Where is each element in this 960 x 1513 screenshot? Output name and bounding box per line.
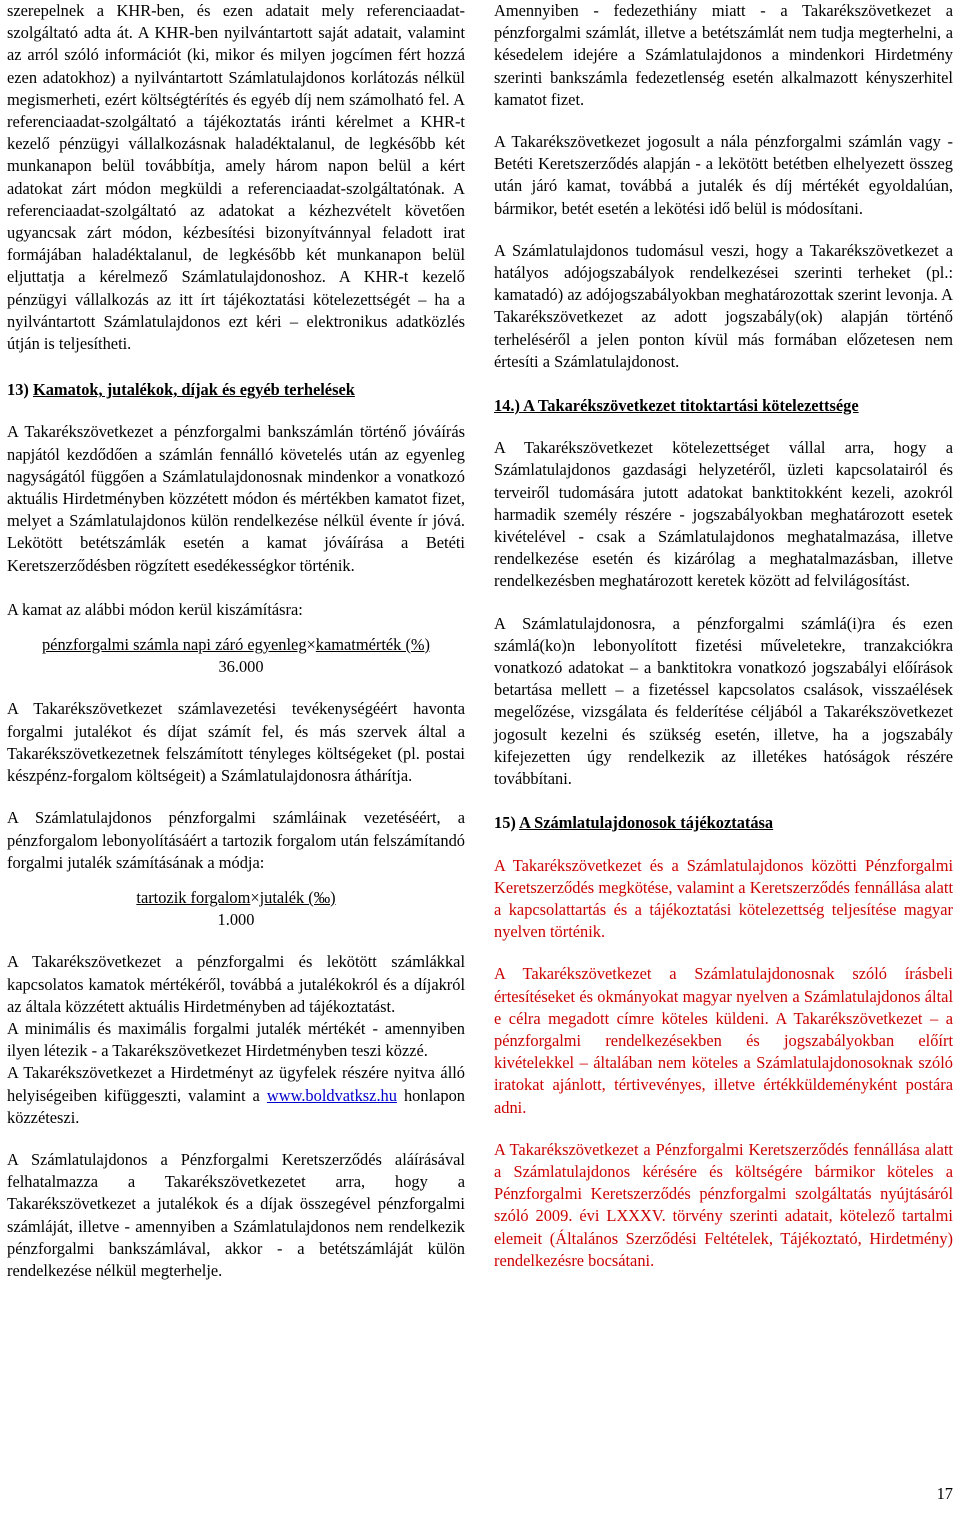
commission-formula-numerator: tartozik forgalom×jutalék (‰) — [136, 887, 336, 907]
tax-paragraph: A Számlatulajdonos tudomásul veszi, hogy a Takarékszövetkezet a hatályos adójogszabályok rendelkezései szerinti terheket (pl.: kamatadó) az adójogszabályokban meghatározottak szerint levonja. A Takarékszövetkezet az adott jogszabály(ok) alapján történő terheléséről a jelen ponton kívül más formában előzetesen nem értesíti a Számlatulajdonost. — [494, 240, 953, 371]
min-max-paragraph: A minimális és maximális forgalmi jutalék mértékét - amennyiben ilyen létezik - a Takarékszövetkezet Hirdetményben teszi közzé. — [7, 1018, 465, 1061]
interest-formula — [7, 634, 465, 678]
fraud-prevention-paragraph: A Számlatulajdonosra, a pénzforgalmi számlá(i)ra és ezen számlá(ko)n lebonyolított fizetési műveletekre, tranzakciókra vonatkozó adatokat – a banktitokra vonatkozó jogszabályi előírások betartása mellett – a fizetéssel kapcsolatos csalások, visszaélések megelőzése, vizsgálata és felderítése céljából a Takarékszövetkezet jogosult kezelni és szükség esetén, illetve, ha a jogszabály kifejezetten úgy rendelkezik az illetékes hatóságok részére továbbítani. — [494, 613, 953, 789]
section-13-title: Kamatok, jutalékok, díjak és egyéb terhelések — [32, 380, 355, 400]
secrecy-paragraph: A Takarékszövetkezet kötelezettséget vállal arra, hogy a Számlatulajdonos gazdasági helyzetéről, üzleti kapcsolatairól és terveiről tudomására jutott adatokat banktitokként kezeli, azokról harmadik személy részére - jogszabályokban meghatározott esetek kivételével - csak a Számlatulajdonos meghatalmazása, illetve rendelkezése esetén és kizárólag a meghatalmazásban, illetve rendelkezésben meghatározott keretek között ad felvilágosítást. — [494, 438, 953, 591]
overdraft-paragraph: Amennyiben - fedezethiány miatt - a Takarékszövetkezet a pénzforgalmi számlát, illetve a betétszámlát nem tudja megterhelni, a késedelem idejére a Számlatulajdonos a mindenkori Hirdetmény szerinti bankszámla fedezetlenség esetén alkalmazott kényszerhitel kamatot fizet. — [494, 1, 953, 109]
announcement-paragraph: A Takarékszövetkezet a Hirdetményt az ügyfelek részére nyitva álló helyiségeiben kifüggeszti, valamint a www.boldvatksz.hu honlapon közzéteszi. — [7, 1063, 465, 1127]
section-14-heading — [494, 395, 953, 417]
interest-calc-intro: A kamat az alábbi módon kerül kiszámításra: — [7, 599, 303, 619]
khr-paragraph: szerepelnek a KHR-ben, és ezen adatait mely referenciaadat-szolgáltató adta át. A KHR-ben nyilvántartott saját adatait, valamint az arról szóló információt (ki, mikor és milyen jogcímen fért hozzá ezen adatokhoz) a nyilvántartott Számlatulajdonos korlátozás nélkül megismerheti, ezért költségtérítés és egyéb díj nem számolható fel. A referenciaadat-szolgáltató a tájékoztatás iránti kérelmet a KHR-t kezelő pénzügyi vállalkozásnak haladéktalanul, de legkésőbb két munkanapon belül továbbítja, amely három napon belül a kért adatokat zárt módon megküldi a referenciaadat-szolgáltatónak. A referenciaadat-szolgáltató az adatokat a kézhezvételt követően ugyancsak zárt módon, kézbesítési bizonyítvánnyal feladott irat formájában haladéktalanul, de legkésőbb két munkanapon belül eljuttatja a kérelmező Számlatulajdonoshoz. A KHR-t kezelő pénzügyi vállalkozás az itt írt tájékoztatási kötelezettségét – ha a nyilvántartott Számlatulajdonos ezt kéri – elektronikus adatközlés útján is teljesítheti. — [7, 1, 465, 354]
fees-paragraph: A Takarékszövetkezet számlavezetési tevékenységéért havonta forgalmi jutalékot és díjat számít fel, és más szervek által a Takarékszövetkezetnek felszámított tényleges költségeket (pl. postai készpénz-forgalom költségeit) a Számlatulajdonosra áthárítja. — [7, 699, 465, 786]
section-13-number: 13) — [7, 380, 29, 400]
documents-paragraph: A Takarékszövetkezet a Pénzforgalmi Keretszerződés fennállása alatt a Számlatulajdonos kérésére és költségére bármikor köteles a Pénzforgalmi Keretszerződés pénzforgalmi szolgáltatás nyújtásáról szóló 2009. évi LXXXV. törvény szerinti adatait, kötelező tartalmi elemeit (Általános Szerződési Feltételek, Tájékoztató, Hirdetmény) rendelkezésre bocsátani. — [494, 1139, 953, 1270]
authorization-paragraph: A Számlatulajdonos a Pénzforgalmi Keretszerződés aláírásával felhatalmazza a Takarékszövetkezetet arra, hogy a Takarékszövetkezet a jutalékok és a díjak összegével pénzforgalmi számláját, illetve - amennyiben a Számlatulajdonos nem rendelkezik pénzforgalmi bankszámlával, akkor - a betétszámláját külön rendelkezése nélkül megterhelje. — [7, 1149, 465, 1280]
rates-info-paragraph: A Takarékszövetkezet a pénzforgalmi és lekötött számlákkal kapcsolatos kamatok mértékéről, továbbá a jutalékokról és a díjakról az általa közzétett aktuális Hirdetményben ad tájékoztatást. — [7, 952, 465, 1016]
section-15-title: A Számlatulajdonosok tájékoztatása — [519, 813, 774, 833]
notices-paragraph: A Takarékszövetkezet a Számlatulajdonosnak szóló írásbeli értesítéseket és okmányokat magyar nyelven a Számlatulajdonos által e célra megadott címre köteles küldeni. A Takarékszövetkezet – a pénzforgalmi rendelkezésekben és jogszabályokban előírt kivételekkel – általában nem köteles a Számlatulajdonosoknak szóló iratokat ajánlott, tértivevényes, illetve értékküldeményként postára adni. — [494, 964, 953, 1117]
right-column — [494, 0, 953, 1272]
section-15-heading — [494, 812, 953, 834]
commission-paragraph: A Számlatulajdonos pénzforgalmi számláinak vezetéséért, a pénzforgalom lebonyolításáért a tartozik forgalom után felszámítandó forgalmi jutalék számításának a módja: — [7, 808, 465, 872]
left-column — [7, 0, 465, 1282]
page-number: 17 — [936, 1484, 953, 1503]
rate-change-paragraph: A Takarékszövetkezet jogosult a nála pénzforgalmi számlán vagy - Betéti Keretszerződés alapján - a lekötött betétben elhelyezett összeg után járó kamat, továbbá a jutalék és díj mértékét egyoldalúan, bármikor, betét esetén a lekötési idő belül is módosítani. — [494, 132, 953, 218]
section-14-title: 14.) A Takarékszövetkezet titoktartási kötelezettsége — [494, 396, 859, 416]
section-13-heading — [7, 379, 465, 401]
interest-paragraph: A Takarékszövetkezet a pénzforgalmi bankszámlán történő jóváírás napjától kezdődően a számlán fennálló követelés után az egyenleg nagyságától függően a Számlatulajdonosnak mindenkor a vonatkozó aktuális Hirdetményben közzétett módon és mértékben kamatot fizet, melyet a Számlatulajdonos külön rendelkezése nélkül évente ír jóvá. Lekötött betétszámlák esetén a kamat jóváírása a Betéti Keretszerződésben rögzített esedékességkor történik. — [7, 422, 465, 575]
commission-formula — [7, 887, 465, 931]
website-link[interactable]: www.boldvatksz.hu — [266, 1085, 397, 1105]
language-paragraph: A Takarékszövetkezet és a Számlatulajdonos közötti Pénzforgalmi Keretszerződés megkötése, valamint a Keretszerződés fennállása alatt a kapcsolattartás és a tájékoztatási kötelezettség teljesítése magyar nyelven történik. — [494, 855, 953, 942]
interest-formula-denominator: 36.000 — [218, 657, 264, 677]
interest-formula-numerator: pénzforgalmi számla napi záró egyenleg×kamatmérték (%) — [41, 635, 431, 655]
commission-formula-denominator: 1.000 — [217, 910, 255, 930]
section-15-number: 15) — [494, 813, 516, 833]
